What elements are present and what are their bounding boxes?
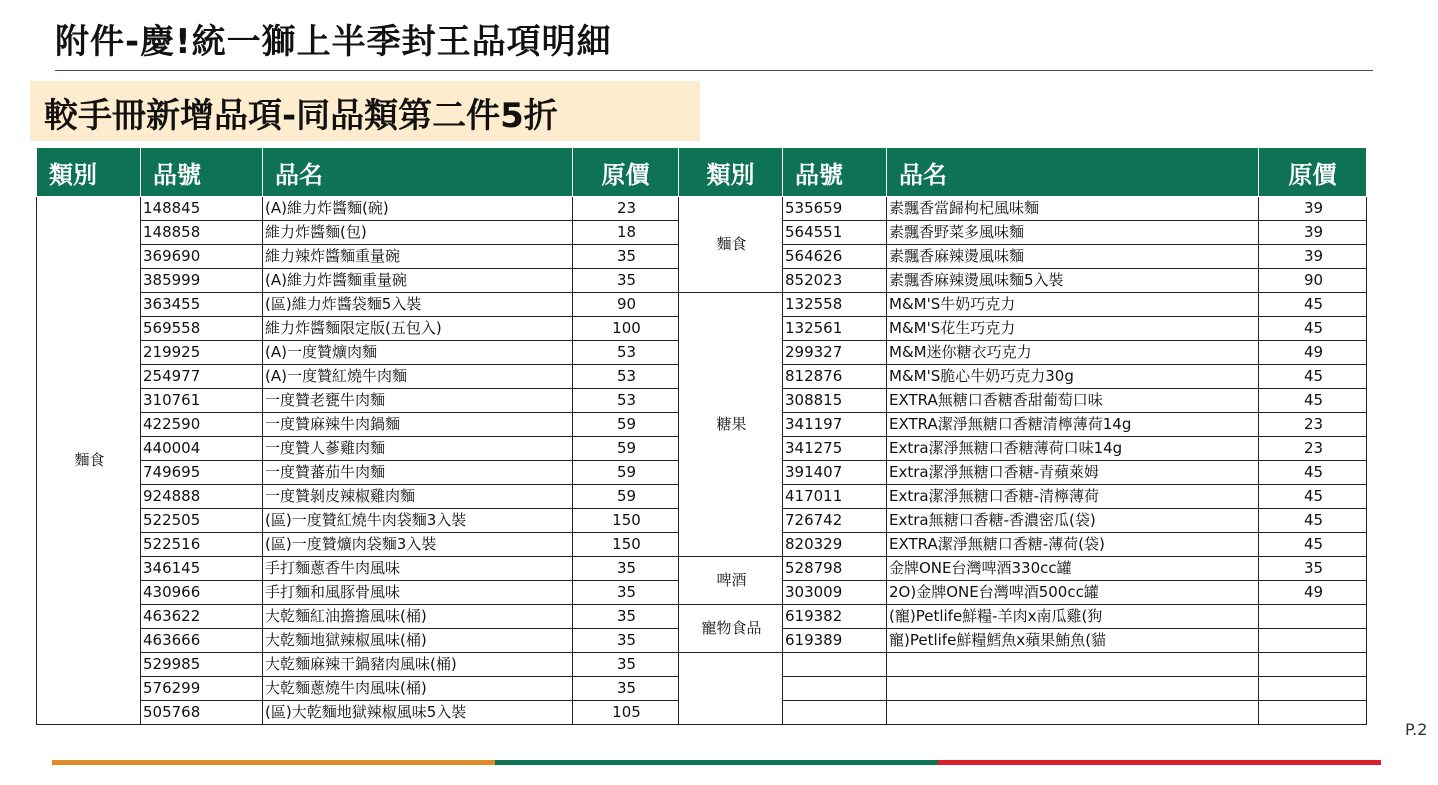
- item-name: M&M'S牛奶巧克力: [887, 293, 1259, 317]
- item-price: 53: [573, 389, 679, 413]
- item-code: 812876: [783, 365, 887, 389]
- footer-bar-orange: [52, 760, 495, 765]
- category-cell-right: 寵物食品: [679, 605, 783, 653]
- item-price: 90: [573, 293, 679, 317]
- item-price: 18: [573, 221, 679, 245]
- item-name: 金牌ONE台灣啤酒330cc罐: [887, 557, 1259, 581]
- item-name: (寵)Petlife鮮糧-羊肉x南瓜雞(狗: [887, 605, 1259, 629]
- item-code: 430966: [141, 581, 263, 605]
- item-price: 23: [573, 197, 679, 221]
- item-code: 391407: [783, 461, 887, 485]
- items-table: [36, 147, 1367, 725]
- item-price: 150: [573, 509, 679, 533]
- item-code: 619389: [783, 629, 887, 653]
- item-name: EXTRA潔淨無糖口香糖-薄荷(袋): [887, 533, 1259, 557]
- item-price: 49: [1259, 581, 1367, 605]
- item-name: 一度贊麻辣牛肉鍋麵: [263, 413, 573, 437]
- header-category: 類別: [37, 148, 141, 197]
- item-code: 148858: [141, 221, 263, 245]
- item-code: 417011: [783, 485, 887, 509]
- item-code: 369690: [141, 245, 263, 269]
- item-code: 924888: [141, 485, 263, 509]
- item-price: 59: [573, 485, 679, 509]
- item-name: 寵)Petlife鮮糧鱈魚x蘋果鮪魚(貓: [887, 629, 1259, 653]
- item-code: 820329: [783, 533, 887, 557]
- item-name: EXTRA潔淨無糖口香糖清檸薄荷14g: [887, 413, 1259, 437]
- item-price: 35: [573, 581, 679, 605]
- header-price: 原價: [573, 148, 679, 197]
- item-name: (區)大乾麵地獄辣椒風味5入裝: [263, 701, 573, 725]
- item-name: 素飄香當歸枸杞風味麵: [887, 197, 1259, 221]
- item-price: 90: [1259, 269, 1367, 293]
- item-name: 一度贊剝皮辣椒雞肉麵: [263, 485, 573, 509]
- item-price: 150: [573, 533, 679, 557]
- item-name: M&M'S脆心牛奶巧克力30g: [887, 365, 1259, 389]
- item-name: Extra潔淨無糖口香糖-青蘋萊姆: [887, 461, 1259, 485]
- item-name: (區)一度贊紅燒牛肉袋麵3入裝: [263, 509, 573, 533]
- item-name: 維力炸醬麵限定版(五包入): [263, 317, 573, 341]
- item-price: [1259, 701, 1367, 725]
- item-code: 341197: [783, 413, 887, 437]
- table-row: [37, 557, 1367, 581]
- item-name: (A)維力炸醬麵重量碗: [263, 269, 573, 293]
- item-code: 852023: [783, 269, 887, 293]
- header-code-2: 品號: [783, 148, 887, 197]
- page-number: P.2: [1405, 720, 1428, 739]
- item-code: [783, 677, 887, 701]
- item-price: 59: [573, 461, 679, 485]
- item-name: 2O)金牌ONE台灣啤酒500cc罐: [887, 581, 1259, 605]
- item-code: 132561: [783, 317, 887, 341]
- item-price: [1259, 677, 1367, 701]
- item-name: EXTRA無糖口香糖香甜葡萄口味: [887, 389, 1259, 413]
- header-code: 品號: [141, 148, 263, 197]
- item-price: 45: [1259, 317, 1367, 341]
- item-price: 45: [1259, 293, 1367, 317]
- item-price: 45: [1259, 485, 1367, 509]
- item-price: 45: [1259, 533, 1367, 557]
- item-name: (區)維力炸醬袋麵5入裝: [263, 293, 573, 317]
- item-price: 100: [573, 317, 679, 341]
- item-price: [1259, 629, 1367, 653]
- item-price: 49: [1259, 341, 1367, 365]
- item-code: 219925: [141, 341, 263, 365]
- title-divider: [55, 70, 1373, 71]
- item-code: 422590: [141, 413, 263, 437]
- item-name: [887, 677, 1259, 701]
- item-code: 749695: [141, 461, 263, 485]
- item-name: 一度贊老甕牛肉麵: [263, 389, 573, 413]
- footer-bar-green: [495, 760, 938, 765]
- item-code: 576299: [141, 677, 263, 701]
- item-price: 35: [573, 677, 679, 701]
- item-code: 505768: [141, 701, 263, 725]
- item-code: 132558: [783, 293, 887, 317]
- table-row: [37, 197, 1367, 221]
- item-price: 53: [573, 341, 679, 365]
- item-code: 726742: [783, 509, 887, 533]
- footer-bar-red: [938, 760, 1381, 765]
- item-code: 308815: [783, 389, 887, 413]
- item-code: 463622: [141, 605, 263, 629]
- item-name: 大乾麵地獄辣椒風味(桶): [263, 629, 573, 653]
- item-code: 564551: [783, 221, 887, 245]
- item-code: 341275: [783, 437, 887, 461]
- item-name: Extra無糖口香糖-香濃密瓜(袋): [887, 509, 1259, 533]
- item-code: 299327: [783, 341, 887, 365]
- item-price: 35: [573, 557, 679, 581]
- item-name: (A)維力炸醬麵(碗): [263, 197, 573, 221]
- item-name: 大乾麵麻辣干鍋豬肉風味(桶): [263, 653, 573, 677]
- item-code: 346145: [141, 557, 263, 581]
- item-price: 45: [1259, 365, 1367, 389]
- item-name: 一度贊人蔘雞肉麵: [263, 437, 573, 461]
- item-price: 105: [573, 701, 679, 725]
- item-name: 維力辣炸醬麵重量碗: [263, 245, 573, 269]
- item-code: 303009: [783, 581, 887, 605]
- item-name: (區)一度贊爌肉袋麵3入裝: [263, 533, 573, 557]
- item-code: [783, 701, 887, 725]
- table-row: [37, 653, 1367, 677]
- item-name: 大乾麵紅油擔擔風味(桶): [263, 605, 573, 629]
- item-price: [1259, 605, 1367, 629]
- item-name: Extra潔淨無糖口香糖薄荷口味14g: [887, 437, 1259, 461]
- item-code: [783, 653, 887, 677]
- item-name: [887, 653, 1259, 677]
- item-code: 254977: [141, 365, 263, 389]
- item-name: 素飄香麻辣燙風味麵5入裝: [887, 269, 1259, 293]
- item-price: 39: [1259, 245, 1367, 269]
- item-code: 522505: [141, 509, 263, 533]
- item-name: 大乾麵蔥燒牛肉風味(桶): [263, 677, 573, 701]
- category-cell-left: 麵食: [37, 197, 141, 725]
- item-price: 23: [1259, 413, 1367, 437]
- item-code: 564626: [783, 245, 887, 269]
- item-code: 569558: [141, 317, 263, 341]
- item-name: 手打麵和風豚骨風味: [263, 581, 573, 605]
- item-name: 手打麵蔥香牛肉風味: [263, 557, 573, 581]
- page-title: 附件-慶!統一獅上半季封王品項明細: [55, 22, 612, 62]
- item-name: 素飄香麻辣燙風味麵: [887, 245, 1259, 269]
- item-code: 522516: [141, 533, 263, 557]
- item-code: 310761: [141, 389, 263, 413]
- item-name: [887, 701, 1259, 725]
- table-row: [37, 293, 1367, 317]
- item-name: Extra潔淨無糖口香糖-清檸薄荷: [887, 485, 1259, 509]
- item-name: (A)一度贊紅燒牛肉麵: [263, 365, 573, 389]
- subtitle: 較手冊新增品項-同品類第二件5折: [44, 96, 558, 136]
- item-price: 45: [1259, 461, 1367, 485]
- item-price: 53: [573, 365, 679, 389]
- item-price: 23: [1259, 437, 1367, 461]
- item-code: 619382: [783, 605, 887, 629]
- item-name: 一度贊蕃茄牛肉麵: [263, 461, 573, 485]
- header-name-2: 品名: [887, 148, 1259, 197]
- header-name: 品名: [263, 148, 573, 197]
- item-price: 45: [1259, 509, 1367, 533]
- item-code: 385999: [141, 269, 263, 293]
- category-cell-right: 糖果: [679, 293, 783, 557]
- item-price: [1259, 653, 1367, 677]
- item-price: 35: [573, 629, 679, 653]
- table-header-row: [37, 148, 1367, 197]
- item-price: 39: [1259, 221, 1367, 245]
- item-code: 363455: [141, 293, 263, 317]
- item-name: (A)一度贊爌肉麵: [263, 341, 573, 365]
- item-price: 35: [573, 269, 679, 293]
- category-cell-right: 啤酒: [679, 557, 783, 605]
- item-price: 35: [573, 605, 679, 629]
- item-price: 59: [573, 437, 679, 461]
- item-code: 529985: [141, 653, 263, 677]
- item-name: 素飄香野菜多風味麵: [887, 221, 1259, 245]
- item-code: 440004: [141, 437, 263, 461]
- item-price: 59: [573, 413, 679, 437]
- item-name: M&M迷你糖衣巧克力: [887, 341, 1259, 365]
- header-price-2: 原價: [1259, 148, 1367, 197]
- item-name: M&M'S花生巧克力: [887, 317, 1259, 341]
- header-category-2: 類別: [679, 148, 783, 197]
- item-code: 535659: [783, 197, 887, 221]
- item-price: 35: [573, 245, 679, 269]
- item-price: 35: [573, 653, 679, 677]
- item-code: 528798: [783, 557, 887, 581]
- item-code: 148845: [141, 197, 263, 221]
- item-name: 維力炸醬麵(包): [263, 221, 573, 245]
- item-price: 39: [1259, 197, 1367, 221]
- category-cell-empty: [679, 653, 783, 725]
- table-row: [37, 605, 1367, 629]
- category-cell-right: 麵食: [679, 197, 783, 293]
- item-price: 35: [1259, 557, 1367, 581]
- item-price: 45: [1259, 389, 1367, 413]
- item-code: 463666: [141, 629, 263, 653]
